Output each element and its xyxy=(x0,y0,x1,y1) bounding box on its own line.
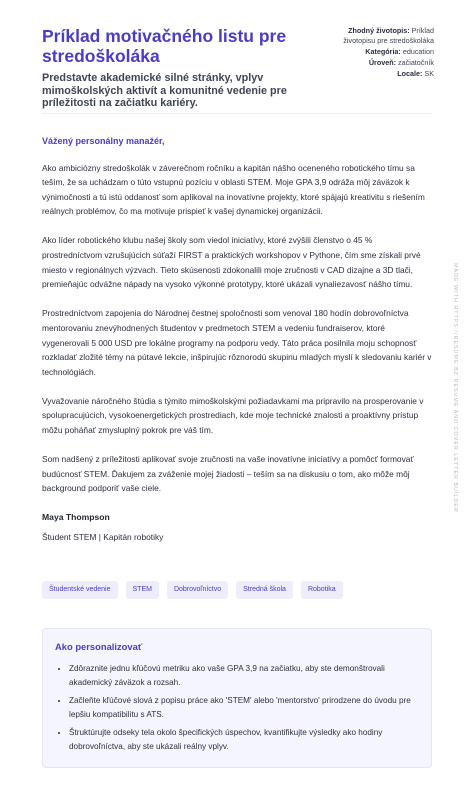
meta-category-value: education xyxy=(402,47,434,56)
watermark xyxy=(449,263,459,523)
signature xyxy=(42,510,434,544)
salutation: Vážený personálny manažér, xyxy=(42,136,165,146)
letter-body xyxy=(42,134,434,545)
header-divider xyxy=(42,113,432,114)
meta-locale-label: Locale: xyxy=(397,69,423,78)
tip-item: • Štruktúrujte odseky tela okolo špecifických úspechov, kvantifikujte výsledky ako hodiny dobrovoľníctva, aby ste ukázali reálny vplyv. xyxy=(69,726,419,754)
tag-student-leadership[interactable]: Študentské vedenie xyxy=(42,581,118,599)
personalization-tips xyxy=(42,628,432,768)
meta-panel xyxy=(334,26,434,80)
meta-level xyxy=(334,58,434,68)
signature-name: Maya Thompson xyxy=(42,512,110,523)
letter-paragraph-2: Ako líder robotického klubu našej školy som viedol iniciatívy, ktoré zvýšili členstvo o 45 % prostredníctvom vzrušujúcich súťaží FIRST a praktických workshopov v Pythone, čím sme získali prvé miesto v regionálnych výzvach. Tieto skúsenosti zdokonalili moje zručnosti v CAD dizajne a 3D tlači, premieňajúc odvážne nápady na vysoko výkonné prototypy, ktoré ukázali vynaliezavosť nášho tímu. xyxy=(42,235,421,290)
letter-paragraph-1: Ako ambiciózny stredoškolák v záverečnom ročníku a kapitán nášho oceneného robotického tímu sa teším, že sa uchádzam o túto vstupnú pozíciu v oblasti STEM. Moje GPA 3,9 odráža môj záväzok k výnimočnosti a tú istú oddanosť som aplikoval na inovatívne projekty, ktoré spájajú kreativitu s riešením reálnych problémov, čo ma motivuje prispieť k vašej dynamickej organizácii. xyxy=(42,162,425,217)
meta-locale-value: SK xyxy=(424,69,434,78)
meta-matching-resume-label: Zhodný životopis: xyxy=(348,26,410,35)
tip-item: • Začleňte kľúčové slová z popisu práce ako 'STEM' alebo 'mentorstvo' prirodzene do úvodu pre lepšiu kompatibilitu s ATS. xyxy=(69,694,419,722)
meta-matching-resume-value[interactable]: Príklad životopisu pre stredoškoláka xyxy=(343,26,434,45)
meta-category-label: Kategória: xyxy=(365,47,401,56)
meta-locale xyxy=(334,69,434,79)
letter-paragraph-3: Prostredníctvom zapojenia do Národnej čestnej spoločnosti som venoval 180 hodín dobrovoľníctva mentorovaniu znevýhodnených študentov v predmetoch STEM a vedeniu fundraiserov, ktoré vygenerovali 5 000 USD pre lokálne programy na podporu vedy. Táto práca posilnila moju schopnosť rozkladať zložité témy na pútavé lekcie, inšpirujúc rôznorodú skupinu mladých myslí k sledovaniu kariér v technológiách. xyxy=(42,308,432,377)
watermark-text[interactable]: MADE WITH HTTPS://RESUME.BZ RESUME AND COVER LETTER BUILDER xyxy=(452,263,458,513)
tag-volunteering[interactable]: Dobrovoľníctvo xyxy=(167,581,228,599)
tips-list xyxy=(55,662,419,754)
tag-list xyxy=(42,581,343,599)
tag-robotics[interactable]: Robotika xyxy=(301,581,343,599)
meta-level-label: Úroveň: xyxy=(368,58,397,67)
tag-stem[interactable]: STEM xyxy=(126,581,159,599)
meta-matching-resume xyxy=(334,26,434,46)
tips-title: Ako personalizovať xyxy=(55,641,143,652)
tip-item: • Zdôraznite jednu kľúčovú metriku ako vaše GPA 3,9 na začiatku, aby ste demonštrovali akademický záväzok a rozsah. xyxy=(69,662,419,690)
meta-category xyxy=(334,47,434,57)
meta-level-value: začiatočník xyxy=(398,58,434,67)
tag-high-school[interactable]: Stredná škola xyxy=(236,581,293,599)
header xyxy=(42,26,434,110)
letter-paragraph-5: Som nadšený z príležitosti aplikovať svoje zručnosti na vaše inovatívne iniciatívy a pomôcť formovať budúcnosť STEM. Ďakujem za zváženie mojej žiadosti – teším sa na diskusiu o tom, ako môže môj background podporiť vaše ciele. xyxy=(42,454,414,494)
signature-role: Študent STEM | Kapitán robotiky xyxy=(42,531,164,542)
page-title: Príklad motivačného listu pre stredoškoláka xyxy=(42,26,287,66)
letter-paragraph-4: Vyvažovanie náročného štúdia s týmito mimoškolskými požiadavkami ma pripravilo na prosperovanie v spolupracujúcich, vysokoenergetických prostrediach, kde moje technické znalosti a proaktívny prístup môžu poháňať zmysluplný pokrok pre váš tím. xyxy=(42,395,424,435)
page-subtitle: Predstavte akademické silné stránky, vplyv mimoškolských aktivít a komunitné vedenie pre príležitosti na začiatku kariéry. xyxy=(42,72,287,109)
